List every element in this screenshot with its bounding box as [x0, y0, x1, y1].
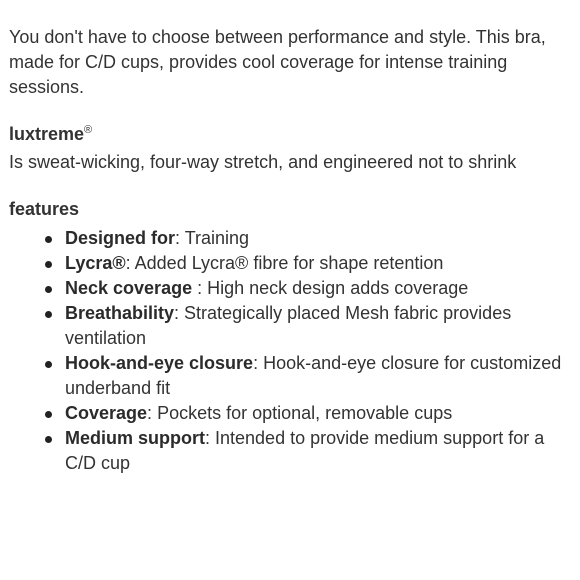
bullet-icon: [45, 236, 52, 243]
feature-name: Hook-and-eye closure: [65, 353, 254, 373]
feature-name: Lycra®: [65, 253, 126, 273]
feature-item: [65, 401, 571, 426]
intro-paragraph: You don't have to choose between performance and style. This bra, made for C/D cups, provides cool coverage for intense training sessions.: [9, 27, 546, 97]
feature-separator: :: [205, 428, 216, 448]
feature-name: Medium support: [65, 428, 205, 448]
feature-item: [65, 251, 571, 276]
feature-separator: :: [147, 403, 158, 423]
feature-item: [65, 301, 571, 351]
feature-text: Training: [184, 228, 250, 248]
bullet-icon: [45, 411, 52, 418]
bullet-icon: [45, 261, 52, 268]
features-heading: features: [9, 199, 80, 219]
feature-text: Strategically placed Mesh fabric provides ventilation: [65, 303, 512, 348]
bullet-icon: [45, 436, 52, 443]
feature-separator: :: [253, 353, 264, 373]
feature-text: Intended to provide medium support for a C/D cup: [65, 428, 545, 473]
feature-list: [9, 226, 571, 476]
feature-item: [65, 276, 571, 301]
product-description: [9, 25, 571, 476]
feature-name: Designed for: [65, 228, 176, 248]
bullet-icon: [45, 286, 52, 293]
feature-name: Breathability: [65, 303, 175, 323]
feature-name: Coverage: [65, 403, 148, 423]
bullet-icon: [45, 311, 52, 318]
fabric-description: Is sweat-wicking, four-way stretch, and engineered not to shrink: [9, 152, 517, 172]
feature-text: High neck design adds coverage: [207, 278, 469, 298]
feature-separator: :: [174, 303, 185, 323]
feature-text: Pockets for optional, removable cups: [157, 403, 453, 423]
fabric-heading: [9, 122, 571, 147]
feature-text: Hook-and-eye closure for customized underband fit: [65, 353, 562, 398]
feature-separator: :: [175, 228, 185, 248]
feature-item: [65, 426, 571, 476]
feature-name: Neck coverage: [65, 278, 193, 298]
feature-item: [65, 351, 571, 401]
feature-separator: :: [192, 278, 208, 298]
feature-item: [65, 226, 571, 251]
fabric-name: luxtreme: [9, 124, 85, 144]
feature-text: Added Lycra® fibre for shape retention: [134, 253, 444, 273]
registered-mark: ®: [84, 124, 93, 136]
bullet-icon: [45, 361, 52, 368]
feature-separator: :: [125, 253, 135, 273]
